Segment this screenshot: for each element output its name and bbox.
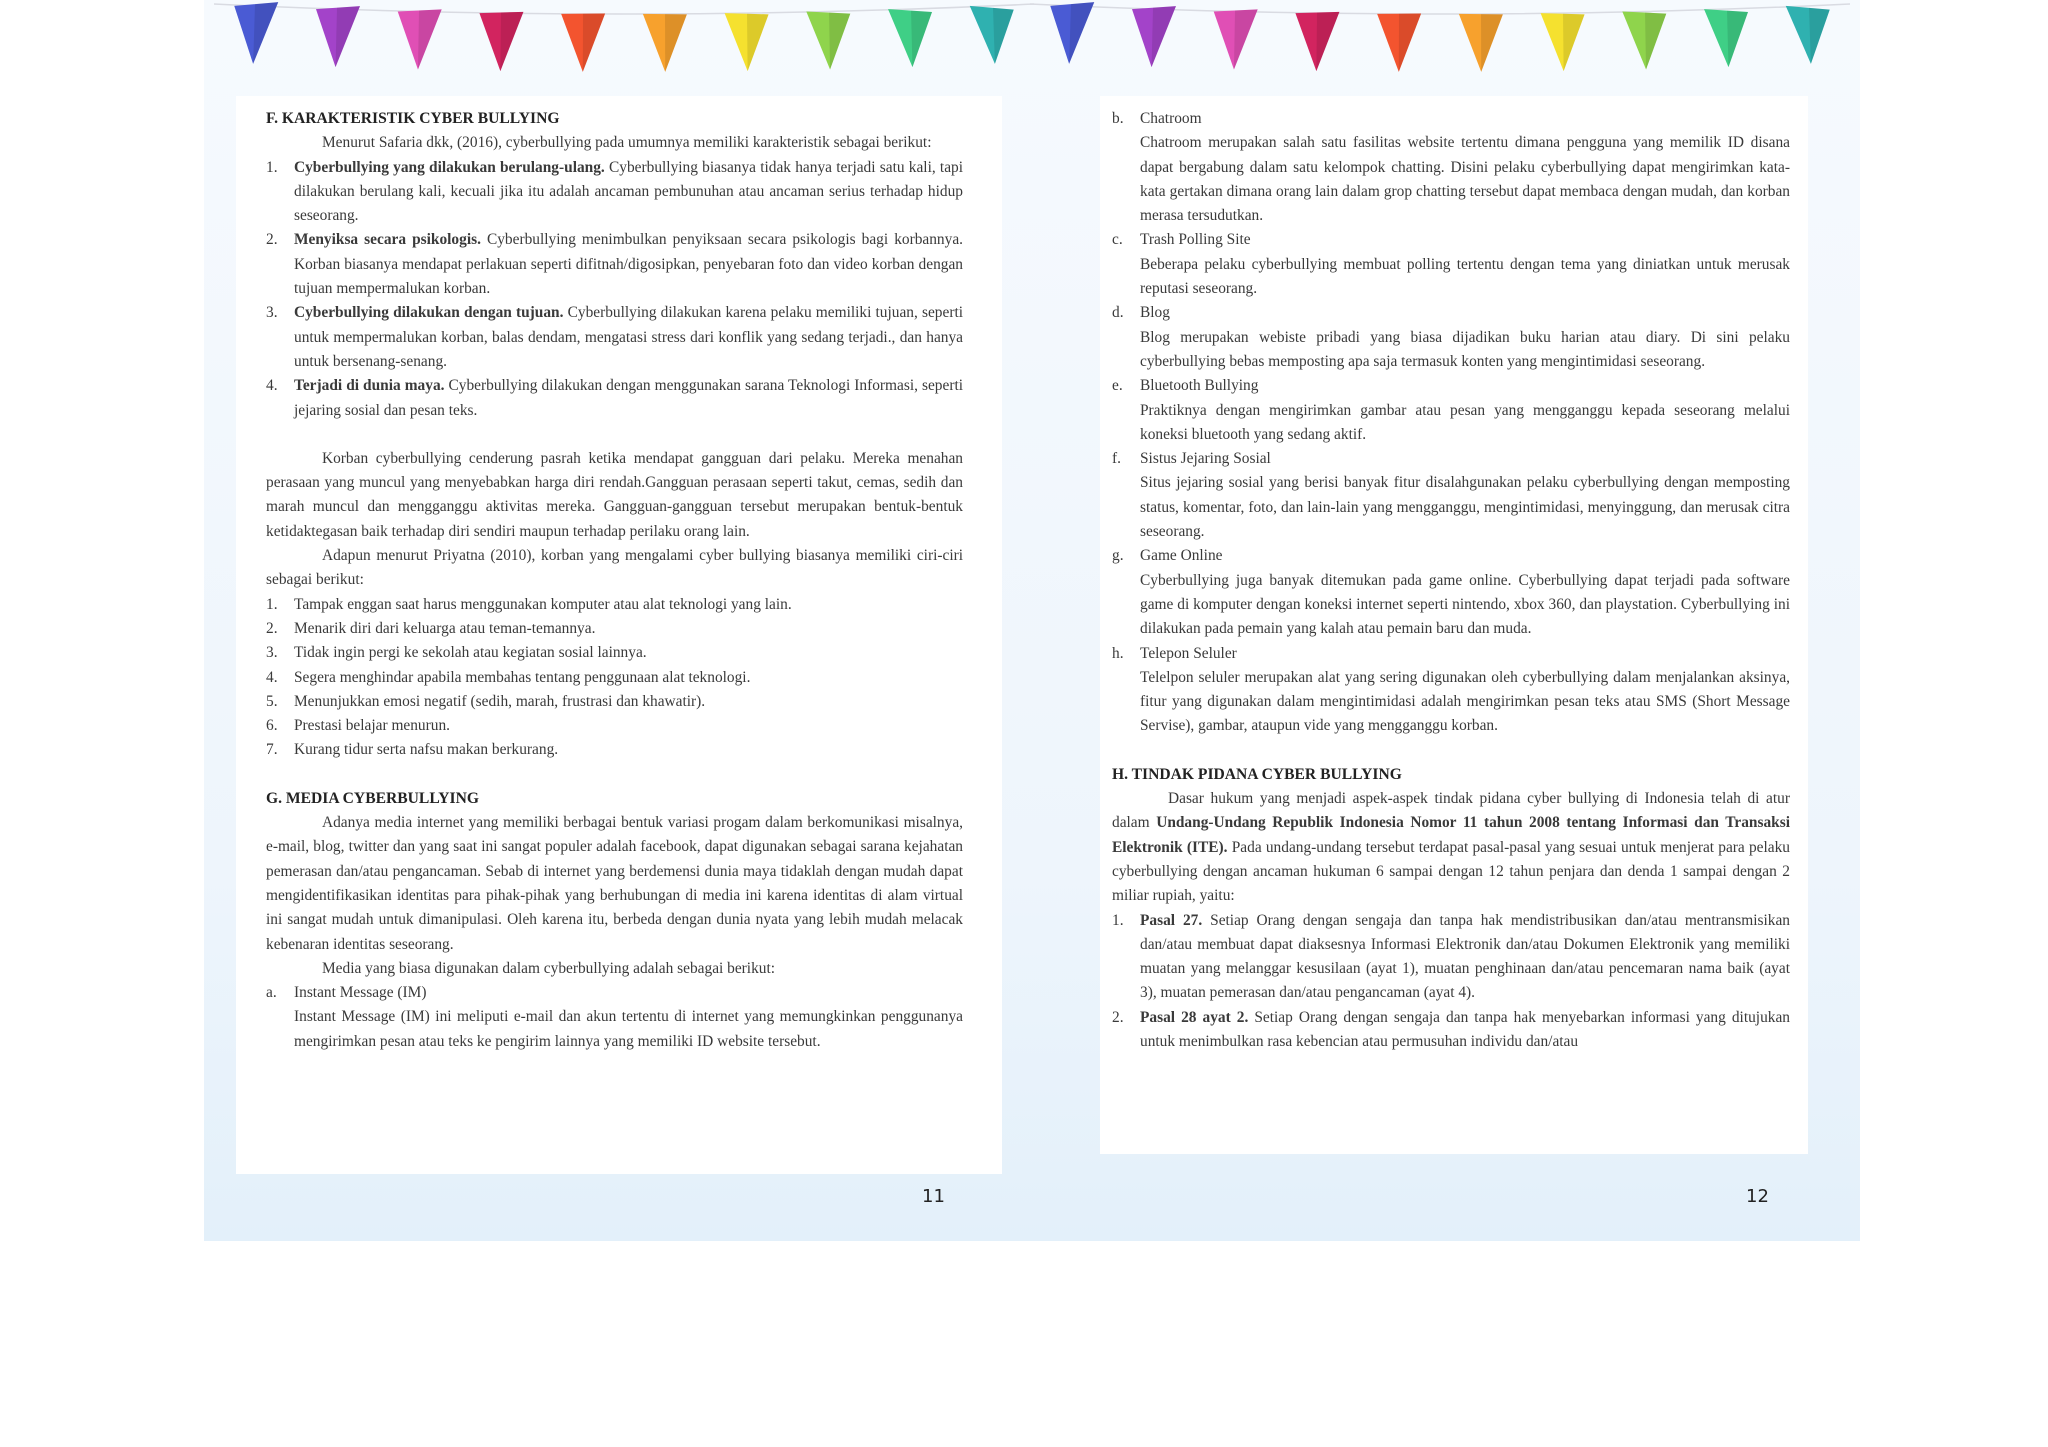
bunting-flag-shade	[747, 14, 769, 71]
media-item: c. Trash Polling Site Beberapa pelaku cyberbullying membuat polling tertentu dengan tema yang diniatkan untuk merusak reputasi seseorang.	[1112, 231, 1790, 298]
list-item: 6. Prestasi belajar menurun.	[266, 717, 450, 735]
bunting-flag-shade	[993, 8, 1014, 64]
list-item: 2. Menyiksa secara psikologis. Cyberbullying menimbulkan penyiksaan secara psikologis bagi korbannya. Korban biasanya mendapat perlakuan seperti difitnah/digosipkan, penyebaran foto dan video korban dengan tujuan mempermalukan korban.	[266, 231, 963, 298]
media-item: f. Sistus Jejaring Sosial Situs jejaring sosial yang berisi banyak fitur disalahgunakan pelaku cyberbullying dengan memposting status, komentar, foto, dan lain-lain yang mengganggu, mengintimidasi, menyinggung, dan merusak citra seseorang.	[1112, 450, 1790, 541]
list-item: 7. Kurang tidur serta nafsu makan berkurang.	[266, 741, 559, 759]
list-item: 4. Terjadi di dunia maya. Cyberbullying dilakukan dengan menggunakan sarana Teknologi Informasi, seperti jejaring sosial dan pesan teks.	[266, 377, 964, 419]
bunting-flag-shade	[1152, 6, 1176, 67]
bunting-flag-shade	[665, 14, 687, 72]
bunting-flag-shade	[1316, 12, 1339, 71]
heading-media: G. MEDIA CYBERBULLYING	[266, 789, 480, 807]
victims-paragraph: Korban cyberbullying cenderung pasrah ketika mendapat gangguan dari pelaku. Mereka menahan perasaan yang muncul yang menyebabkan harga diri rendah.Gangguan perasaan seperti takut, cemas, sedih dan marah muncul dan mengganggu aktivitas mereka. Gangguan-gangguan tersebut merupakan bentuk-bentuk ketidaktegasan baik terhadap diri sendiri maupun terhadap perilaku orang lain.	[266, 449, 963, 540]
intro-paragraph: Menurut Safaria dkk, (2016), cyberbullying pada umumnya memiliki karakteristik sebagai berikut:	[322, 134, 932, 152]
media-item: g. Game Online Cyberbullying juga banyak ditemukan pada game online. Cyberbullying dapat terjadi pada software game di komputer dengan koneksi internet seperti nintendo, xbox 360, dan playstation. Cyberbullying ini dilakukan pada pemain yang kalah atau pemain baru dan muda.	[1112, 547, 1790, 638]
page-number-right: 12	[1746, 1186, 1769, 1207]
heading-karakteristik: F. KARAKTERISTIK CYBER BULLYING	[266, 110, 560, 127]
bunting-flag-shade	[1809, 8, 1830, 64]
list-item: 2. Pasal 28 ayat 2. Setiap Orang dengan sengaja dan tanpa hak menyebarkan informasi yang ditujukan untuk menimbulkan rasa kebencian atau permusuhan individu dan/atau	[1112, 1008, 1790, 1050]
media-paragraph: Adanya media internet yang memiliki berbagai bentuk variasi progam dalam berkomunikasi misalnya, e-mail, blog, twitter dan yang saat ini sangat populer adalah facebook, dapat digunakan sebagai sarana kejahatan pemerasan dan/atau pengancaman. Sebab di internet yang berdemensi dunia maya tidaklah dengan mudah dapat mengidentifikasikan identitas para pihak-pihak yang berhubungan di media ini karena identitas di alam virtual ini sangat mudah untuk dimanipulasi. Oleh karena itu, berbeda dengan dunia nyata yang lebih mudah melacak kebenaran identitas seseorang.	[266, 814, 963, 953]
bunting-flag-shade	[1234, 9, 1258, 69]
list-item: 1. Pasal 27. Setiap Orang dengan sengaja dan tanpa hak mendistribusikan dan/atau mentransmisikan dan/atau membuat dapat diaksesnya Informasi Elektronik dan/atau Dokumen Elektronik yang memiliki muatan yang melanggar kesusilaan (ayat 1), muatan penghinaan dan/atau pencemaran nama baik (ayat 3), muatan pemerasan dan/atau pengancaman (ayat 4).	[1112, 911, 1790, 1002]
list-item: 3. Cyberbullying dilakukan dengan tujuan. Cyberbullying dilakukan karena pelaku memiliki tujuan, seperti untuk mempermalukan korban, balas dendam, mengatasi stress dari konflik yang sedang terjadi., dan hanya untuk bersenang-senang.	[266, 304, 963, 370]
bunting-flag-shade	[1069, 2, 1094, 64]
articles-list	[1112, 909, 1790, 1055]
list-item: 1. Tampak enggan saat harus menggunakan komputer atau alat teknologi yang lain.	[266, 595, 792, 613]
media-item: d. Blog Blog merupakan webiste pribadi yang biasa dijadikan buku harian atau diary. Di sini pelaku cyberbullying bebas memposting apa saja termasuk konten yang mengintimidasi seseorang.	[1112, 304, 1790, 370]
media-intro: Media yang biasa digunakan dalam cyberbullying adalah sebagai berikut:	[322, 959, 776, 977]
priyatna-paragraph: Adapun menurut Priyatna (2010), korban yang mengalami cyber bullying biasanya memiliki ciri-ciri sebagai berikut:	[266, 547, 963, 589]
bunting-flag-shade	[829, 13, 850, 70]
media-item-im: a. Instant Message (IM) Instant Message (IM) ini meliputi e-mail dan akun tertentu di internet yang memungkinkan penggunanya mengirimkan pesan atau teks ke pengirim lainnya yang memiliki ID website tersebut.	[266, 984, 963, 1050]
bunting-flag-shade	[1563, 14, 1585, 71]
list-item: 1. Cyberbullying yang dilakukan berulang-ulang. Cyberbullying biasanya tidak hanya terjadi satu kali, tapi dilakukan berulang kali, kecuali jika itu adalah ancaman pembunuhan atau ancaman serius terhadap hidup seseorang.	[266, 158, 963, 225]
bunting-flag-shade	[1727, 11, 1748, 68]
bunting-flag-shade	[336, 6, 360, 67]
bunting-flag-shade	[500, 12, 523, 71]
bunting-decoration	[204, 0, 1860, 96]
list-item: 3. Tidak ingin pergi ke sekolah atau kegiatan sosial lainnya.	[266, 644, 647, 662]
bunting-flag-shade	[1645, 13, 1666, 70]
bunting-flag-shade	[253, 2, 278, 64]
law-paragraph: Dasar hukum yang menjadi aspek-aspek tindak pidana cyber bullying di Indonesia telah di atur dalam Undang-Undang Republik Indonesia Nomor 11 tahun 2008 tentang Informasi dan Transaksi Elektronik (ITE). Pada undang-undang tersebut terdapat pasal-pasal yang sesuai untuk menjerat para pelaku cyberbullying dengan ancaman hukuman 6 sampai dengan 12 tahun penjara dan denda 1 sampai dengan 2 miliar rupiah, yaitu:	[1112, 790, 1791, 905]
page-number-left: 11	[922, 1186, 945, 1207]
heading-tindak-pidana: H. TINDAK PIDANA CYBER BULLYING	[1112, 765, 1402, 783]
bunting-flag-shade	[1399, 13, 1421, 71]
bunting-flag-shade	[583, 13, 605, 71]
bunting-flag-shade	[911, 11, 932, 68]
victim-signs-list	[266, 593, 963, 763]
left-page-content	[266, 107, 963, 1054]
characteristics-list	[266, 156, 963, 423]
right-page-content	[1112, 107, 1790, 1054]
list-item: 2. Menarik diri dari keluarga atau teman-temannya.	[266, 619, 596, 637]
media-item: b. Chatroom Chatroom merupakan salah satu fasilitas website tertentu dimana pengguna yang memilik ID disana dapat bergabung dalam satu kelompok chatting. Disini pelaku cyberbullying dapat mengirimkan kata-kata gertakan dimana orang lain dalam grop chatting tersebut dapat membaca dengan mudah, dan korban merasa tersudutkan.	[1112, 110, 1790, 225]
media-item: e. Bluetooth Bullying Praktiknya dengan mengirimkan gambar atau pesan yang mengganggu kepada seseorang melalui koneksi bluetooth yang sedang aktif.	[1112, 377, 1790, 443]
list-item: 4. Segera menghindar apabila membahas tentang penggunaan alat teknologi.	[266, 668, 751, 686]
list-item: 5. Menunjukkan emosi negatif (sedih, marah, frustrasi dan khawatir).	[266, 692, 706, 710]
media-item: h. Telepon Seluler Telelpon seluler merupakan alat yang sering digunakan oleh cyberbullying dalam menjalankan aksinya, fitur yang digunakan dalam mengintimidasi adalah mengirimkan pesan teks atau SMS (Short Message Servise), gambar, ataupun vide yang mengganggu korban.	[1112, 644, 1790, 735]
bunting-flag-shade	[1481, 14, 1503, 72]
bunting-flag-shade	[418, 9, 442, 69]
